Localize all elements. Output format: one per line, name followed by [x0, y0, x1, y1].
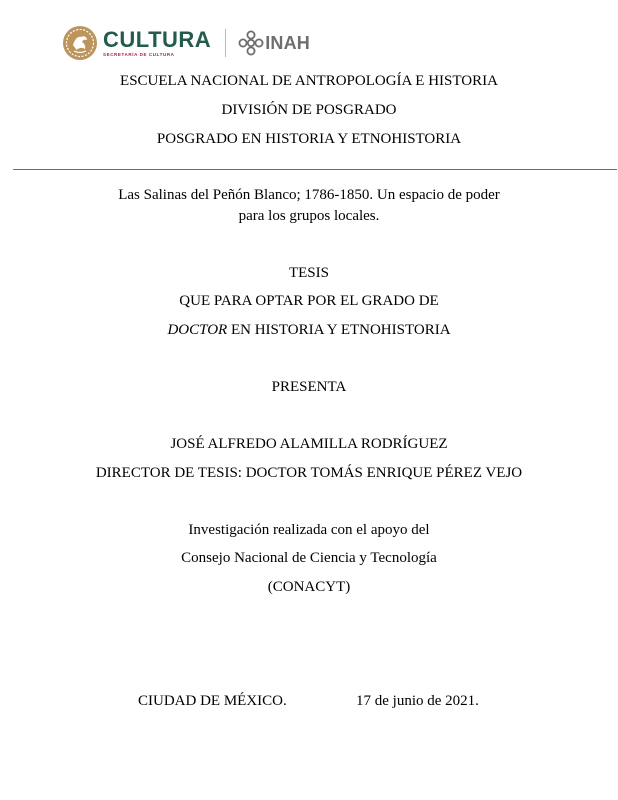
funding-line-2: Consejo Nacional de Ciencia y Tecnología [181, 550, 437, 566]
school-name: ESCUELA NACIONAL DE ANTROPOLOGÍA E HISTORIA [120, 73, 498, 89]
cultura-logo [62, 25, 211, 61]
header-divider [13, 169, 617, 170]
presents-label: PRESENTA [271, 379, 347, 395]
degree-name [0, 321, 618, 339]
program-name: POSGRADO EN HISTORIA Y ETNOHISTORIA [156, 131, 462, 147]
eagle-seal-icon [62, 25, 98, 61]
author-name: JOSÉ ALFREDO ALAMILLA RODRÍGUEZ [170, 436, 448, 452]
thesis-title-line-1: Las Salinas del Peñón Blanco; 1786-1850. Un espacio de poder [118, 187, 500, 203]
cultura-logo-subtext: SECRETARÍA DE CULTURA [103, 51, 175, 57]
degree-rest: EN HISTORIA Y ETNOHISTORIA [227, 322, 451, 338]
inah-logo-text: INAH [265, 32, 310, 53]
funding-line-1: Investigación realizada con el apoyo del [188, 522, 430, 538]
thesis-director: DIRECTOR DE TESIS: DOCTOR TOMÁS ENRIQUE PÉREZ VEJO [95, 465, 523, 481]
document-type: TESIS [288, 265, 329, 281]
degree-purpose: QUE PARA OPTAR POR EL GRADO DE [179, 293, 439, 309]
cultura-logo-text: CULTURA [103, 26, 212, 52]
city: CIUDAD DE MÉXICO. [138, 693, 287, 709]
logo-divider [225, 29, 226, 57]
thesis-title-line-2: para los grupos locales. [238, 208, 380, 224]
division-name: DIVISIÓN DE POSGRADO [221, 102, 397, 118]
funding-line-3: (CONACYT) [267, 579, 351, 595]
inah-emblem-icon [238, 30, 264, 56]
inah-logo [238, 30, 310, 56]
degree-italic: DOCTOR [167, 322, 228, 338]
date: 17 de junio de 2021. [356, 693, 479, 709]
header-logos [62, 22, 310, 64]
